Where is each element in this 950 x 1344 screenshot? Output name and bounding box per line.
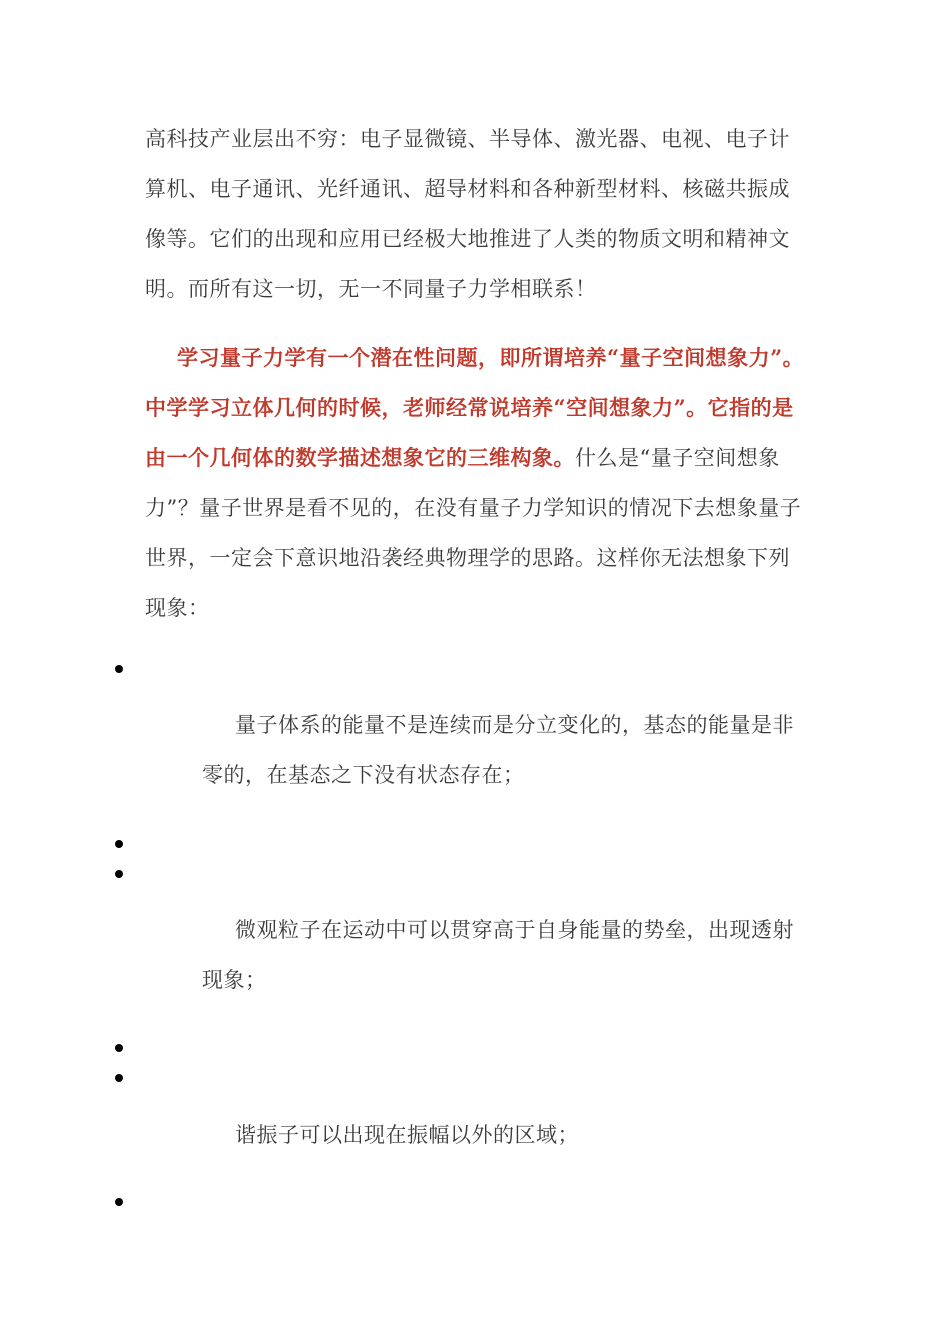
paragraph-text: 什么是“量子空间想象力”？量子世界是看不见的，在没有量子力学知识的情况下去想象量子世界，一定会下意识地沿袭经典物理学的思路。这样你无法想象下列现象：: [145, 446, 802, 620]
list-item-energy-levels: 量子体系的能量不是连续而是分立变化的，基态的能量是非零的，在基态之下没有状态存在；: [202, 713, 794, 787]
bullet-marker: [115, 1074, 123, 1082]
bullet-marker: [115, 665, 123, 673]
paragraph-high-tech: 高科技产业层出不穷：电子显微镜、半导体、激光器、电视、电子计算机、电子通讯、光纤通讯、超导材料和各种新型材料、核磁共振成像等。它们的出现和应用已经极大地推进了人类的物质文明和精神文明。而所有这一切，无一不同量子力学相联系！: [145, 127, 790, 301]
bullet-marker: [115, 840, 123, 848]
paragraph-quantum-imagination: [145, 333, 810, 633]
list-item-tunneling: 微观粒子在运动中可以贯穿高于自身能量的势垒，出现透射现象；: [202, 918, 794, 992]
bullet-marker: [115, 870, 123, 878]
list-item-oscillator: 谐振子可以出现在振幅以外的区域；: [235, 1123, 579, 1147]
bullet-marker: [115, 1044, 123, 1052]
bullet-marker: [115, 1198, 123, 1206]
emphasized-text: 学习量子力学有一个潜在性问题，即所谓培养“量子空间想象力”。中学学习立体几何的时候，老师经常说培养“空间想象力”。它指的是由一个几何体的数学描述想象它的三维构象。: [145, 345, 805, 470]
